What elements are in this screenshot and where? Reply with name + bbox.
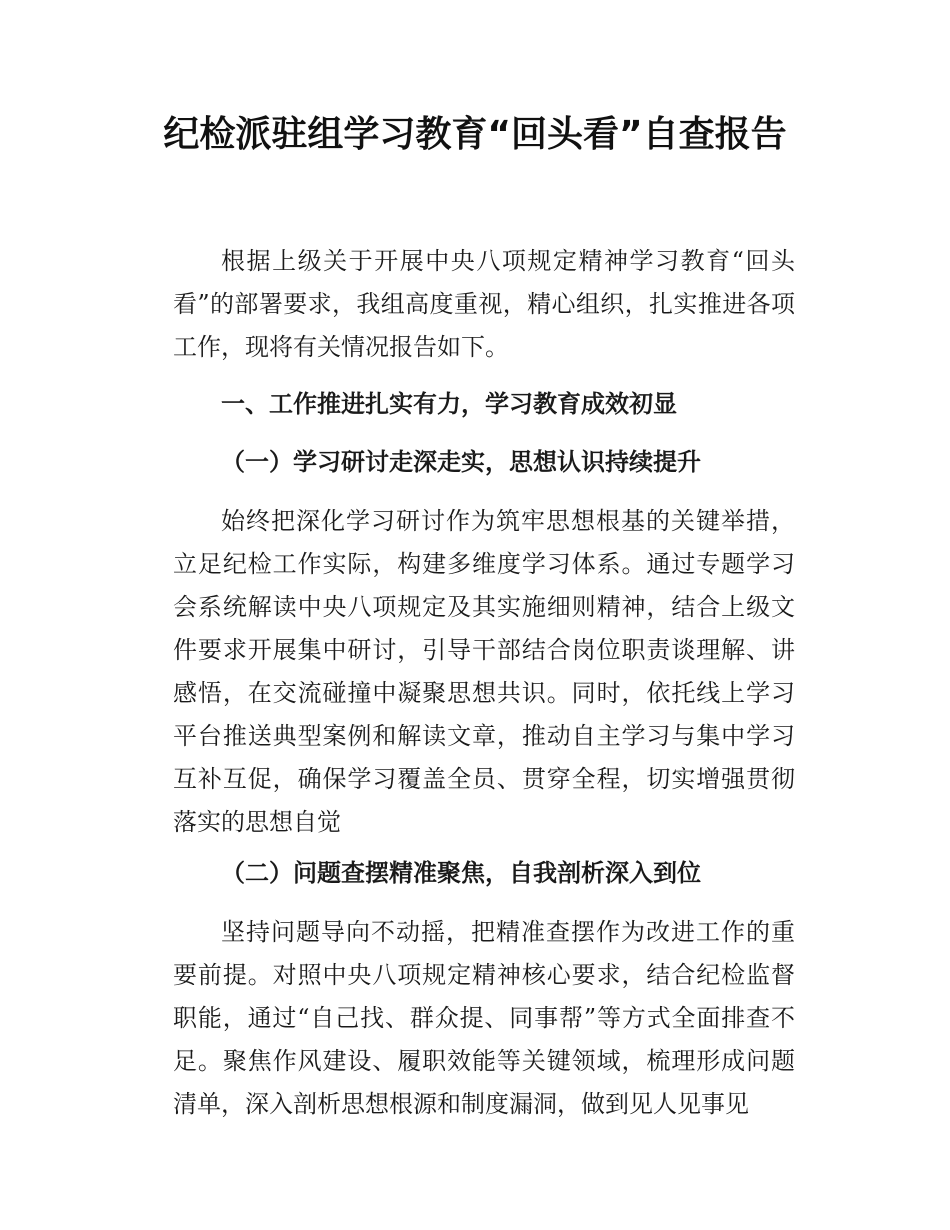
subsection-2-paragraph: 坚持问题导向不动摇，把精准查摆作为改进工作的重要前提。对照中央八项规定精神核心要求，结合纪检监督职能，通过“自己找、群众提、同事帮”等方式全面排查不足。聚焦作风建设、履职效能等关键领域，梳理形成问题清单，深入剖析思想根源和制度漏洞，做到见人见事见 — [173, 918, 795, 1118]
section-heading-1: 一、工作推进扎实有力，学习教育成效初显 — [221, 390, 677, 418]
subsection-heading-2: （二）问题查摆精准聚焦，自我剖析深入到位 — [221, 859, 701, 887]
subsection-1-paragraph: 始终把深化学习研讨作为筑牢思想根基的关键举措，立足纪检工作实际，构建多维度学习体系。通过专题学习会系统解读中央八项规定及其实施细则精神，结合上级文件要求开展集中研讨，引导干部结合岗位职责谈理解、讲感悟，在交流碰撞中凝聚思想共识。同时，依托线上学习平台推送典型案例和解读文章，推动自主学习与集中学习互补互促，确保学习覆盖全员、贯穿全程，切实增强贯彻落实的思想自觉 — [173, 507, 795, 836]
intro-paragraph: 根据上级关于开展中央八项规定精神学习教育“回头看”的部署要求，我组高度重视，精心组织，扎实推进各项工作，现将有关情况报告如下。 — [173, 247, 795, 361]
subsection-heading-1: （一）学习研讨走深走实，思想认识持续提升 — [221, 448, 701, 476]
document-title: 纪检派驻组学习教育“回头看”自查报告 — [163, 114, 787, 155]
